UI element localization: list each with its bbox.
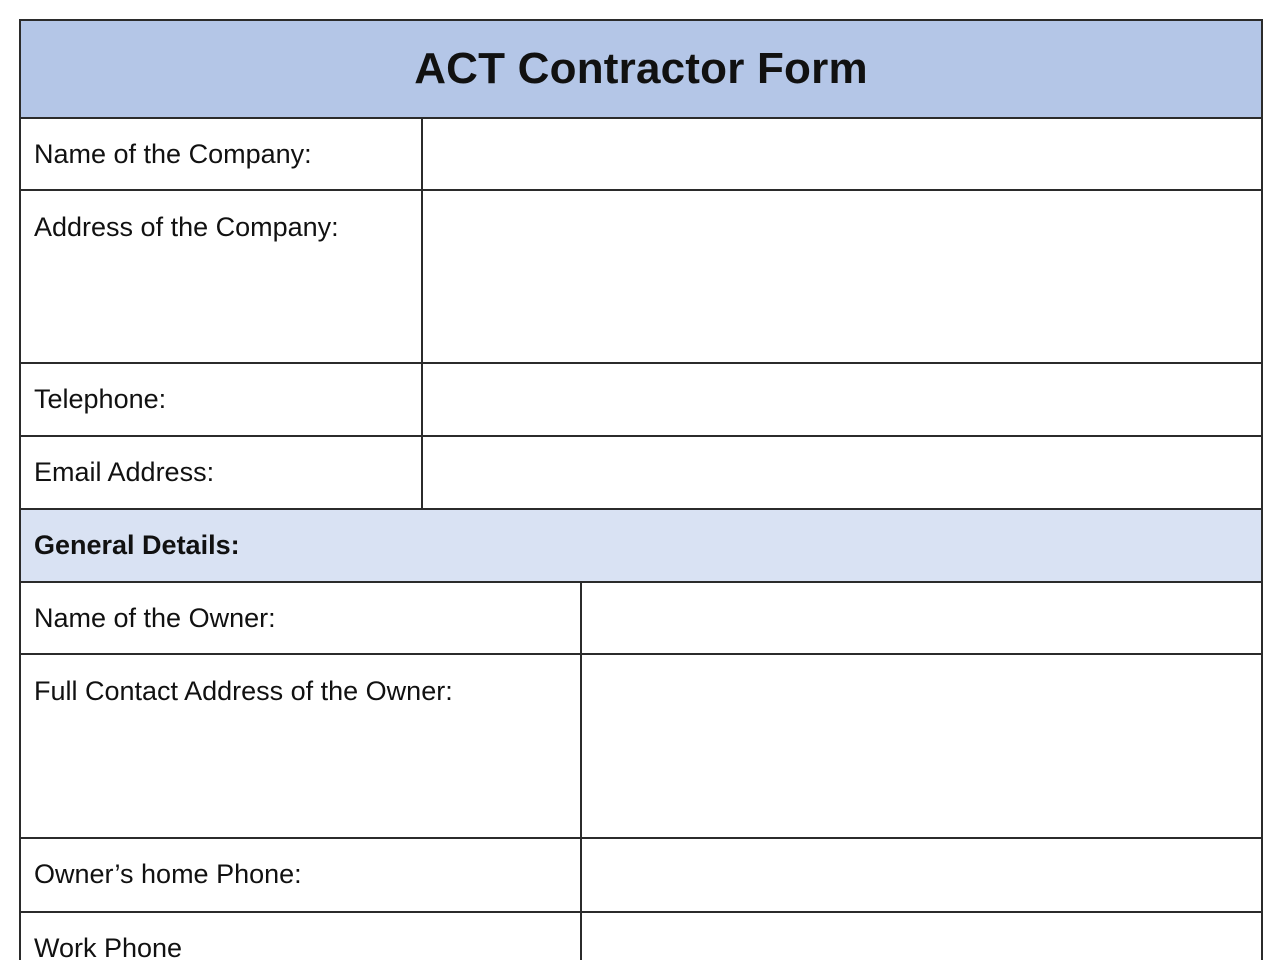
work-phone-row <box>21 913 1261 960</box>
company-name-label: Name of the Company: <box>34 139 312 169</box>
owner-home-phone-field[interactable] <box>580 839 1261 911</box>
email-row <box>21 437 1261 510</box>
owner-name-field[interactable] <box>580 583 1261 653</box>
email-field[interactable] <box>421 437 1261 508</box>
company-address-field[interactable] <box>421 191 1261 362</box>
company-name-row <box>21 119 1261 191</box>
telephone-row <box>21 364 1261 437</box>
telephone-label: Telephone: <box>34 384 167 414</box>
email-label: Email Address: <box>34 457 215 487</box>
owner-home-phone-row <box>21 839 1261 913</box>
company-name-field[interactable] <box>421 119 1261 189</box>
telephone-field[interactable] <box>421 364 1261 435</box>
form-title-bar <box>21 21 1261 119</box>
form-title: ACT Contractor Form <box>414 44 868 93</box>
owner-name-label: Name of the Owner: <box>34 603 276 633</box>
owner-name-row <box>21 583 1261 655</box>
work-phone-field[interactable] <box>580 913 1261 960</box>
general-details-section <box>21 510 1261 583</box>
owner-address-label: Full Contact Address of the Owner: <box>34 676 453 706</box>
work-phone-label: Work Phone <box>34 933 183 960</box>
owner-address-field[interactable] <box>580 655 1261 837</box>
company-address-label: Address of the Company: <box>34 212 339 242</box>
company-address-row <box>21 191 1261 364</box>
owner-home-phone-label: Owner’s home Phone: <box>34 859 302 889</box>
contractor-form <box>19 19 1263 960</box>
section-heading: General Details: <box>34 530 240 560</box>
owner-address-row <box>21 655 1261 839</box>
